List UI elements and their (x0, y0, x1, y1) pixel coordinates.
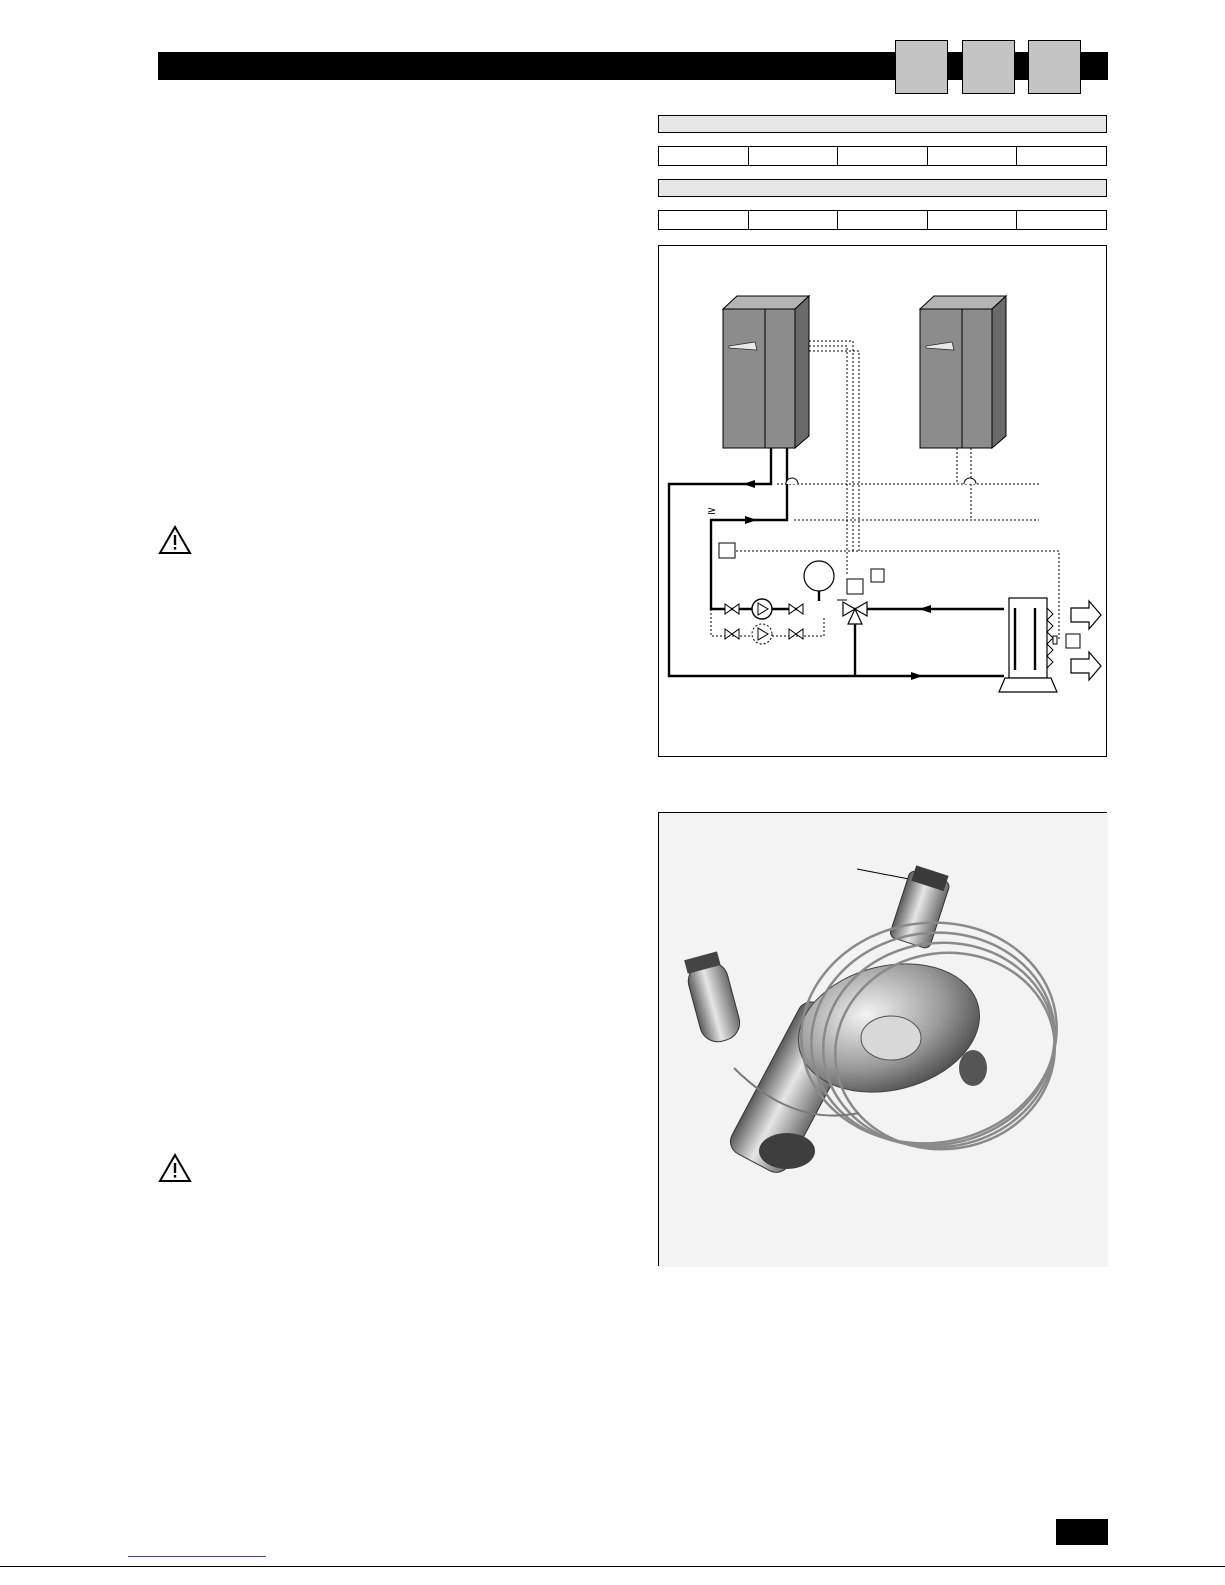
sensor-box (719, 543, 735, 558)
spec-cell (749, 211, 839, 229)
spec-cell (928, 211, 1018, 229)
warning-triangle-icon (158, 1153, 192, 1183)
spec-cell (1017, 147, 1106, 165)
pump-icon (752, 599, 772, 619)
spec-cell (838, 211, 928, 229)
spec-cell (928, 147, 1018, 165)
spec-band-bottom (658, 179, 1107, 197)
dry-cooler-icon (999, 598, 1080, 692)
spec-row-1 (658, 146, 1107, 166)
spec-cell (749, 147, 839, 165)
chiller-cabinet-icon (723, 296, 809, 448)
spec-cell (1017, 211, 1106, 229)
controller-box (871, 569, 884, 582)
controller-box (847, 579, 863, 594)
spec-row-2 (658, 210, 1107, 230)
flow-marker: ≥ (707, 504, 717, 517)
piping-schematic-figure (658, 245, 1107, 757)
header-tab-3[interactable] (1028, 40, 1081, 94)
piping-schematic (659, 246, 1108, 758)
three-way-valve-icon (843, 602, 867, 624)
main-pipes (669, 448, 1004, 676)
header-tab-1[interactable] (895, 40, 948, 94)
warning-triangle-icon (158, 525, 192, 555)
expansion-valve-icon (659, 813, 1108, 1267)
footer-link[interactable] (128, 1556, 266, 1557)
pipe-hops (786, 478, 976, 484)
header-tab-2[interactable] (962, 40, 1015, 94)
flow-arrows (743, 480, 931, 680)
spec-cell (659, 211, 749, 229)
chiller-cabinet-icon (920, 296, 1006, 448)
page-number-box (1056, 1519, 1108, 1545)
footer-rule (0, 1566, 1225, 1567)
pump-icon (752, 624, 772, 644)
spec-band-top (658, 115, 1107, 133)
spec-cell (659, 147, 749, 165)
expansion-vessel-icon (804, 561, 834, 591)
spec-cell (838, 147, 928, 165)
valve-photo-figure (658, 812, 1107, 1266)
